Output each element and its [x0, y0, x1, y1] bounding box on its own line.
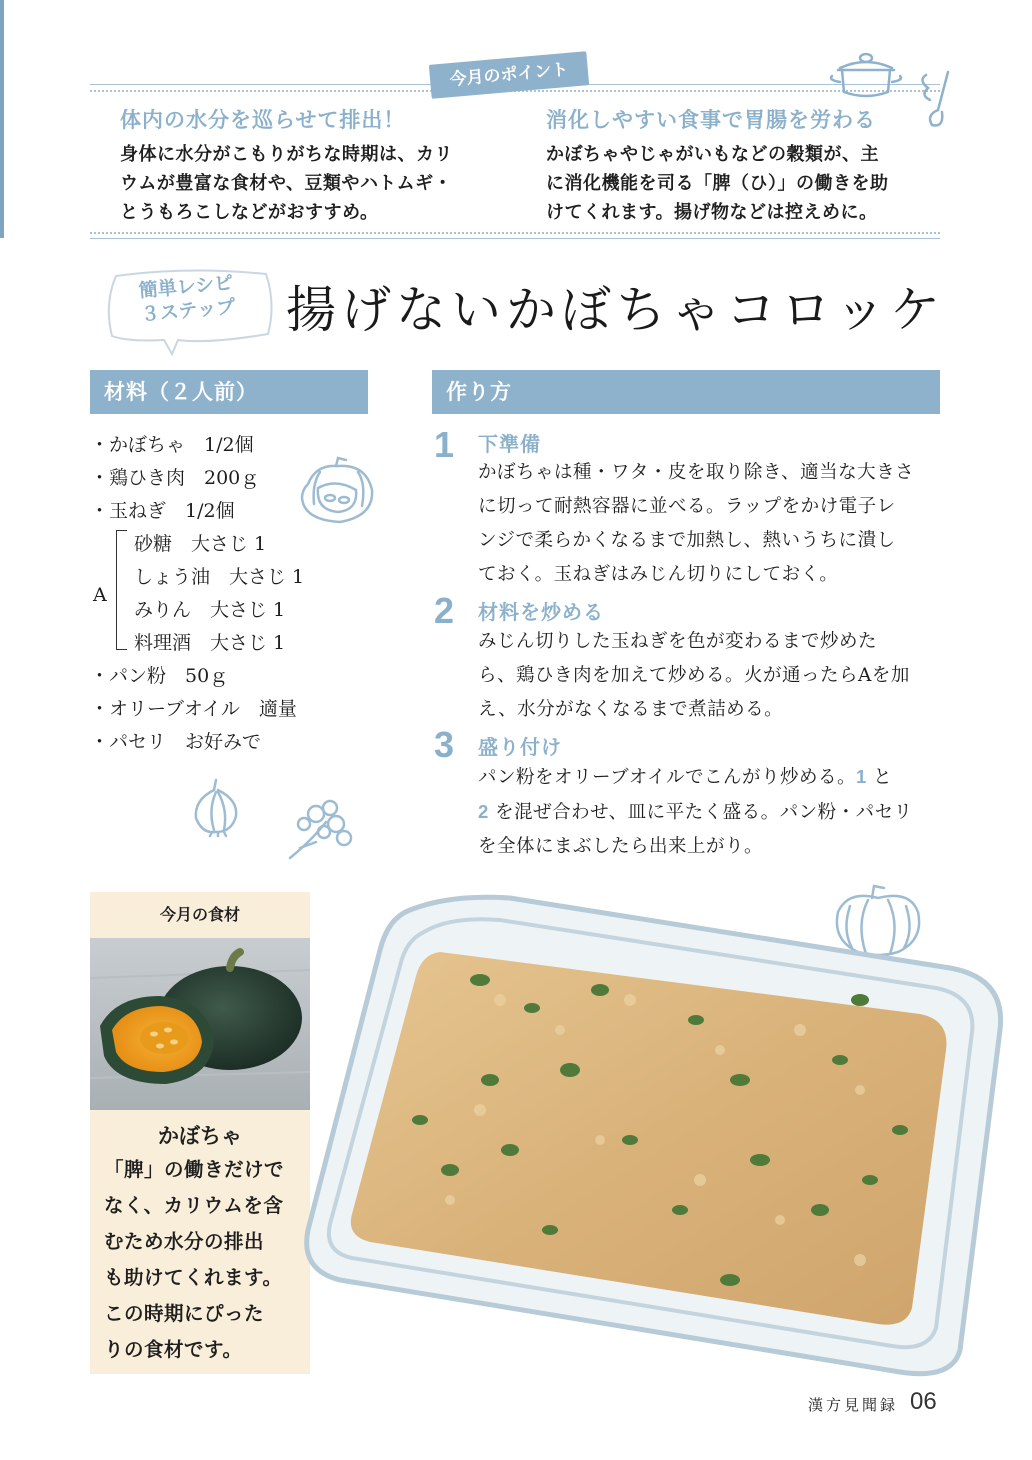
cut-pumpkin-icon: [296, 454, 378, 528]
month-line: この時期にぴった: [104, 1302, 265, 1325]
point-right-column: [546, 104, 916, 227]
ingredient-item: ・かぼちゃ 1/2個: [90, 434, 254, 456]
step-line: え、水分がなくなるまで煮詰める。: [478, 699, 784, 720]
recipe-badge-line2: ３ステップ: [139, 295, 237, 327]
step-line: を全体にまぶしたら出来上がり。: [478, 836, 764, 857]
step-line: ておく。玉ねぎはみじん切りにしておく。: [478, 564, 839, 585]
step-line: かぼちゃは種・ワタ・皮を取り除き、適当な大きさ: [478, 462, 915, 483]
point-left-column: [120, 104, 490, 227]
month-ingredient-header: 今月の食材: [159, 905, 240, 924]
point-left-line: ウムが豊富な食材や、豆類やハトムギ・: [120, 173, 453, 194]
seasoning-bracket: [116, 530, 127, 650]
month-line: も助けてくれます。: [104, 1266, 283, 1289]
seasoning-item: みりん 大さじ 1: [134, 599, 286, 621]
step-body: [478, 760, 948, 864]
recipe-title: 揚げないかぼちゃコロッケ: [286, 281, 945, 339]
month-ingredient-name: かぼちゃ: [158, 1124, 242, 1148]
bottom-dotted-rule: [90, 232, 940, 234]
step-line: を混ぜ合わせ、皿に平たく盛る。パン粉・パセリ: [488, 802, 913, 823]
parsley-icon: [286, 798, 356, 862]
seasoning-group-label: A: [93, 584, 107, 606]
point-right-line: かぼちゃやじゃがいもなどの穀類が、主: [546, 144, 879, 165]
month-ingredient-description: [104, 1152, 304, 1368]
ingredient-item: ・パセリ お好みで: [90, 731, 262, 753]
seasoning-item: 砂糖 大さじ 1: [134, 533, 267, 555]
step-title: 下準備: [478, 432, 541, 456]
point-right-heading: 消化しやすい食事で胃腸を労わる: [546, 108, 876, 132]
step-line: パン粉をオリーブオイルでこんがり炒める。: [478, 767, 856, 788]
step-body: [478, 625, 948, 727]
ingredient-item: ・玉ねぎ 1/2個: [90, 500, 235, 522]
ingredients-header: 材料（２人前）: [90, 370, 368, 414]
step-line: と: [866, 767, 893, 788]
month-line: なく、カリウムを含: [104, 1194, 284, 1217]
page-number: 06: [910, 1388, 937, 1415]
left-edge-bar: [0, 0, 4, 238]
seasoning-item: 料理酒 大さじ 1: [134, 632, 286, 654]
step-line: ら、鶏ひき肉を加えて炒める。火が通ったらAを加: [478, 665, 910, 686]
step-body: [478, 456, 948, 592]
point-left-body: [120, 140, 490, 227]
pumpkin-photo: [90, 938, 310, 1110]
croquette-dish-photo: [300, 880, 1010, 1380]
bottom-rule: [90, 238, 940, 239]
step-number: 1: [434, 424, 455, 465]
month-line: りの食材です。: [104, 1338, 243, 1361]
point-left-line: とうもろこしなどがおすすめ。: [120, 202, 379, 223]
method-header: 作り方: [432, 370, 940, 414]
point-right-body: [546, 140, 916, 227]
month-line: むため水分の排出: [104, 1230, 265, 1253]
ingredient-item: ・鶏ひき肉 200ｇ: [90, 467, 260, 489]
step-title: 材料を炒める: [478, 600, 604, 624]
ingredient-item: ・パン粉 50ｇ: [90, 665, 229, 687]
point-right-line: に消化機能を司る「脾（ひ）」の働きを助: [546, 173, 889, 194]
onion-icon: [188, 776, 244, 838]
seasoning-item: しょう油 大さじ 1: [134, 566, 305, 588]
step-reference: 2: [478, 801, 489, 822]
step-line: に切って耐熱容器に並べる。ラップをかけ電子レ: [478, 496, 896, 517]
point-tag: 今月のポイント: [429, 51, 589, 99]
point-left-line: 身体に水分がこもりがちな時期は、カリ: [120, 144, 453, 165]
month-line: 「脾」の働きだけで: [104, 1158, 285, 1181]
step-reference: 1: [855, 766, 867, 787]
publication-name: 漢方見聞録: [808, 1396, 899, 1414]
step-line: ンジで柔らかくなるまで加熱し、熱いうちに潰し: [478, 530, 896, 551]
point-left-heading: 体内の水分を巡らせて排出！: [120, 108, 406, 132]
step-number: 2: [434, 590, 455, 631]
point-right-line: けてくれます。揚げ物などは控えめに。: [546, 202, 878, 223]
ingredient-item: ・オリーブオイル 適量: [90, 698, 297, 720]
recipe-badge-line1: 簡単レシピ: [137, 271, 234, 303]
step-line: みじん切りした玉ねぎを色が変わるまで炒めた: [478, 631, 878, 652]
step-number: 3: [434, 724, 455, 765]
step-title: 盛り付け: [478, 735, 562, 759]
